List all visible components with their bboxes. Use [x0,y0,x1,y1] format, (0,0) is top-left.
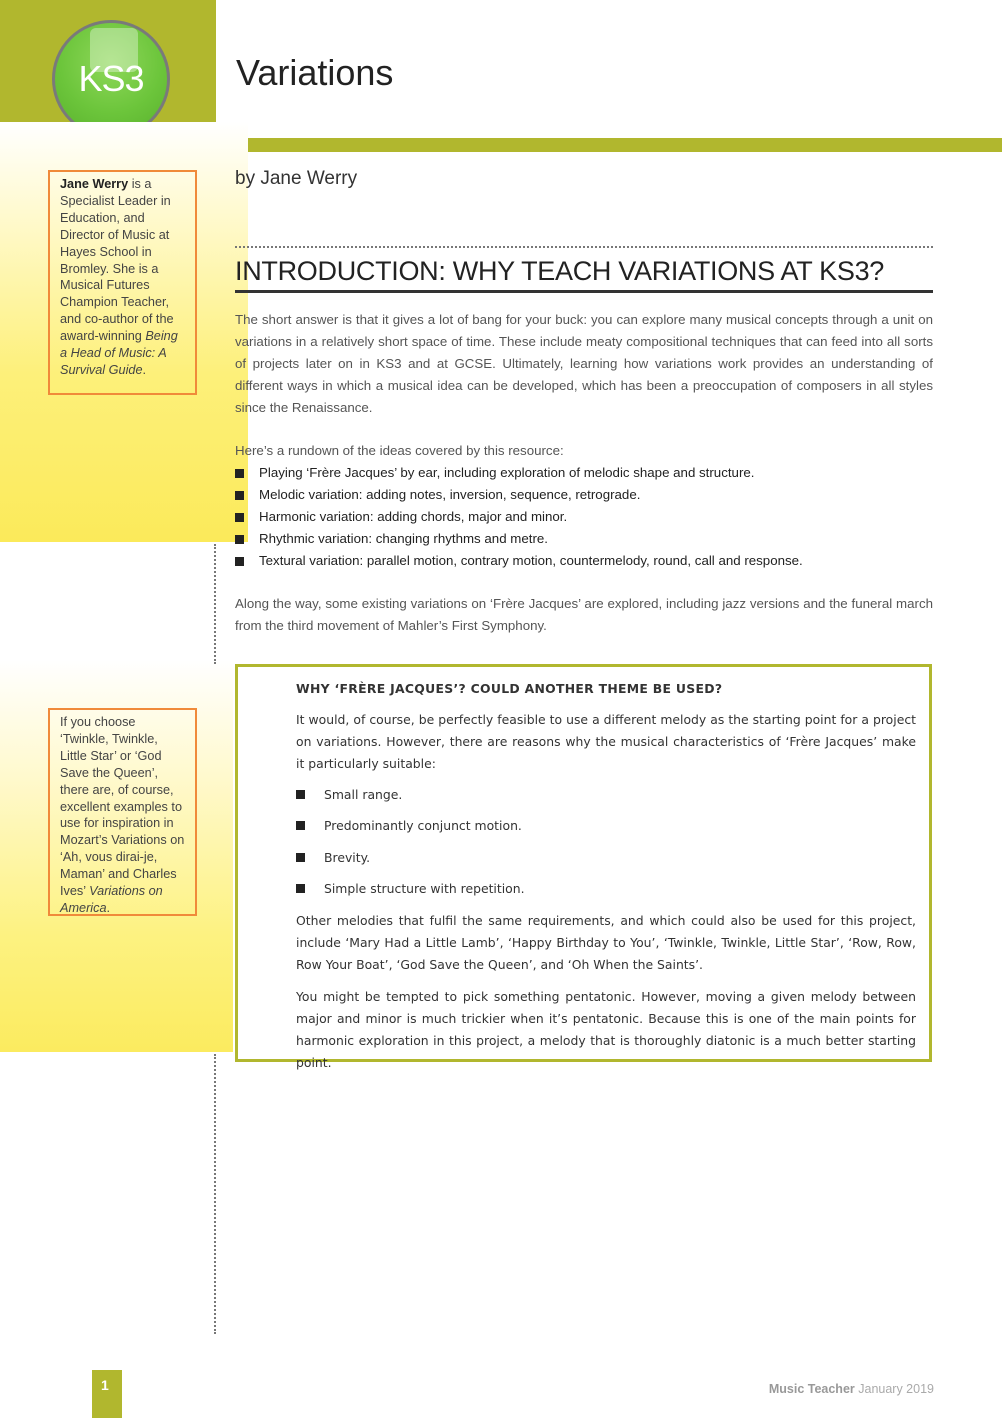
heading-underline [235,290,933,293]
list-item [296,815,896,846]
list-item-text: Small range. [324,787,403,802]
list-item [235,528,933,550]
square-bullet-icon [296,821,305,830]
badge-label: KS3 [78,58,144,99]
list-item-text: Brevity. [324,849,371,865]
box-list [296,784,896,910]
publication-date: January 2019 [854,1382,934,1396]
theme-note-text: If you choose ‘Twinkle, Twinkle, Little Star’ or ‘God Save the Queen’, there are, of course, excellent examples to use for inspiration in Mozart’s Variations on ‘Ah, vous dirai-je, Maman’ and Charles Ives’ [60,715,185,899]
square-bullet-icon [296,884,305,893]
page-number: 1 [101,1377,109,1393]
box-paragraph-3: You might be tempted to pick something pentatonic. However, moving a given melody between major and minor is much trickier when it’s pentatonic. Because this is one of the main points for harmonic exploration in this project, a melody that is thoroughly diatonic is a much better starting point. [296,989,916,1070]
author-note [48,170,197,395]
badge-highlight [90,28,138,72]
list-item-text: Predominantly conjunct motion. [324,818,522,834]
title-rule [248,138,1002,152]
author-bio: is a Specialist Leader in Education, and Director of Music at Hayes School in Bromley. She is a Musical Futures Champion Teacher, and co-author of the award-winning [60,177,174,344]
list-item [296,878,896,909]
theme-note-work: Variations on America [60,884,163,915]
square-bullet-icon [235,513,244,522]
square-bullet-icon [296,853,305,862]
along-the-way-paragraph: Along the way, some existing variations on ‘Frère Jacques’ are explored, including jazz versions and the funeral march from the third movement of Mahler’s First Symphony. [235,596,933,633]
list-item [235,550,933,572]
square-bullet-icon [235,469,244,478]
box-paragraph-2: Other melodies that fulfil the same requirements, and which could also be used for this project, include ‘Mary Had a Little Lamb’, ‘Happy Birthday to You’, ‘Twinkle, Twinkle, Little Star’, ‘Row, Row, Row Your Boat’, ‘God Save the Queen’, and ‘Oh When the Saints’. [296,913,916,972]
list-item-text: Textural variation: parallel motion, contrary motion, countermelody, round, call and response. [259,553,803,568]
list-item-text: Rhythmic variation: changing rhythms and metre. [259,531,548,546]
list-item [296,784,896,815]
list-item [296,847,896,878]
rundown-intro: Here’s a rundown of the ideas covered by this resource: [235,443,564,458]
list-item-text: Melodic variation: adding notes, inversion, sequence, retrograde. [259,487,641,502]
intro-heading: INTRODUCTION: WHY TEACH VARIATIONS AT KS3? [235,256,885,286]
square-bullet-icon [296,790,305,799]
square-bullet-icon [235,557,244,566]
dotted-divider [214,544,216,664]
list-item [235,462,933,484]
byline: by Jane Werry [235,168,358,189]
list-item [235,506,933,528]
footer-publication [769,1382,934,1396]
note-end: . [106,900,111,915]
square-bullet-icon [235,491,244,500]
rundown-list [235,462,933,572]
author-book: Being a Head of Music: A Survival Guide [60,329,178,377]
square-bullet-icon [235,535,244,544]
box-paragraph-1: It would, of course, be perfectly feasible to use a different melody as the starting point for a project on variations. However, there are reasons why the musical characteristics of ‘Frère Jacques’ make it particularly suitable: [296,712,916,771]
page-title: Variations [236,52,394,93]
list-item-text: Harmonic variation: adding chords, major and minor. [259,509,568,524]
note-end: . [142,362,147,377]
publication-name: Music Teacher [768,1382,855,1396]
intro-paragraph: The short answer is that it gives a lot of bang for your buck: you can explore many musical concepts through a unit on variations in a relatively short space of time. These include meaty compositional techniques that can feed into all sorts of projects later on in KS3 and at GCSE. Ultimately, learning how variations work provides an understanding of different ways in which a musical idea can be developed, which has been a preoccupation of composers in all styles since the Renaissance. [235,312,933,415]
dotted-rule [235,246,933,248]
list-item-text: Playing ‘Frère Jacques’ by ear, including exploration of melodic shape and structure. [259,465,755,480]
dotted-divider [214,1054,216,1334]
list-item [235,484,933,506]
theme-note [48,708,197,916]
author-name: Jane Werry [60,177,129,191]
box-heading: WHY ‘FRÈRE JACQUES’? COULD ANOTHER THEME BE USED? [296,681,723,696]
list-item-text: Simple structure with repetition. [324,881,525,897]
